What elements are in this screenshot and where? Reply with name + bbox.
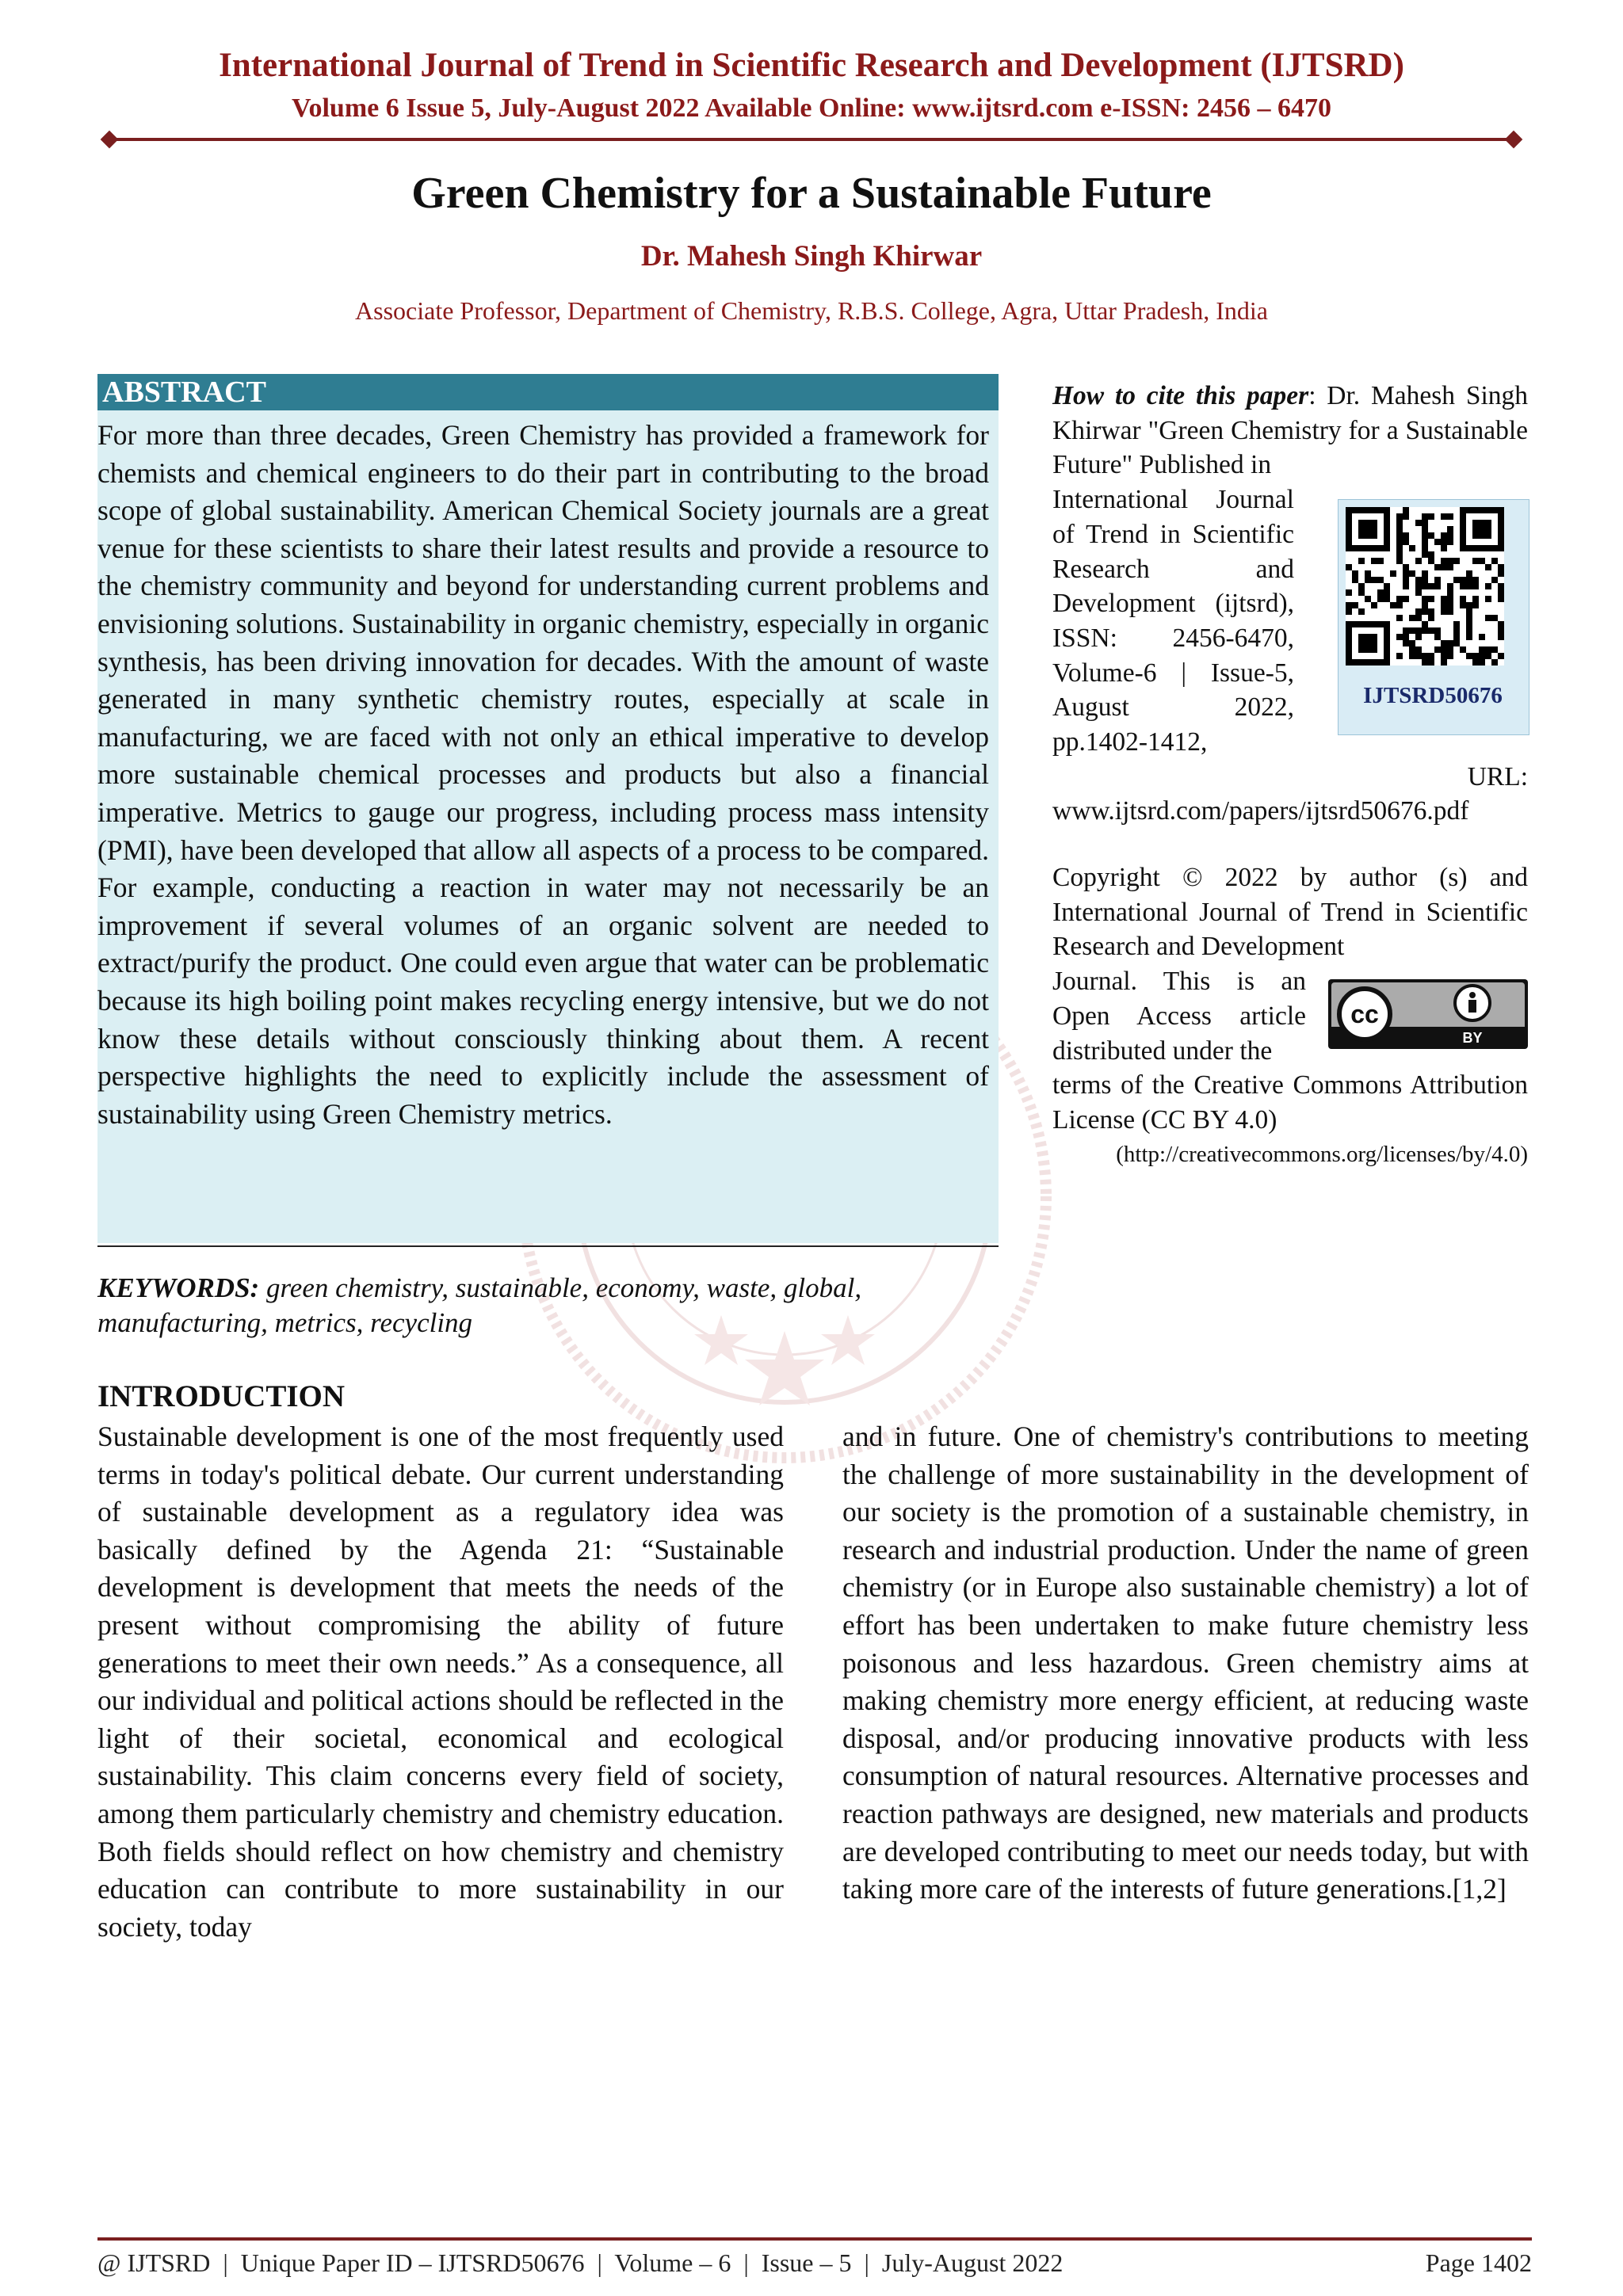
copyright-license: terms of the Creative Commons Attribution License (CC BY 4.0) [1052,1070,1528,1135]
keywords [97,1271,1001,1341]
qr-paper-id: IJTSRD50676 [1363,683,1503,708]
cc-logo-icon [1328,979,1528,1049]
citation-details: International Journal of Trend in Scientific Research and Development (ijtsrd), ISSN: 2456-6470, Volume-6 | Issue-5, August 2022, pp.1402-1412, [1052,485,1294,757]
cc-by-license-badge[interactable] [1328,979,1528,1049]
abstract-bottom-rule [97,1245,999,1247]
header-divider [109,138,1514,141]
introduction-column-2: and in future. One of chemistry's contributions to meeting the challenge of more sustainability in the development of our society is the promotion of a sustainable chemistry, in research and industrial production. Under the name of green chemistry (or in Europe also sustainable chemistry) a lot of effort has been undertaken to make future chemistry less poisonous and less hazardous. Green chemistry aims at making chemistry more energy efficient, at reducing waste disposal, and/or producing innovative products with less consumption of natural resources. Alternative processes and reaction pathways are designed, new materials and products are developed contributing to meet our needs today, but with taking more care of the interests of future generations.[1,2] [842,1421,1529,1905]
copyright-open-access: Journal. This is an Open Access article distributed under the [1052,967,1306,1066]
citation-lead: : Dr. Mahesh Singh Khirwar "Green Chemistry for a Sustainable Future" Published in [1052,381,1529,480]
abstract-text: For more than three decades, Green Chemistry has provided a framework for chemists and chemical engineers to do their part in contributing to the broad scope of global sustainability. American Chemical Society journals are a great venue for these scientists to share their latest results and provide a resource to the chemistry community and beyond for understanding current problems and envisioning solutions. Sustainability in organic chemistry, especially in organic synthesis, has been driving innovation for decades. With the amount of waste generated in many synthetic chemistry routes, especially at scale in manufacturing, we are faced with not only an ethical imperative to develop more sustainable chemical processes and products but also a financial imperative. Metrics to gauge our progress, including process mass intensity (PMI), have been developed that allow all aspects of a process to be compared. For example, conducting a reaction in water may not necessarily be an improvement if several volumes of an organic solvent are needed to extract/purify the product. One could even argue that water can be problematic because its high boiling point makes recycling energy intensive, but we do not know these details without consciously thinking about them. A recent perspective highlights the need to explicitly include the assessment of sustainability using Green Chemistry metrics. [97,419,989,1130]
citation-url[interactable]: www.ijtsrd.com/papers/ijtsrd50676.pdf [1052,796,1469,826]
citation-url-label: URL: [1467,761,1528,791]
introduction-heading: INTRODUCTION [97,1379,346,1413]
journal-volume-line: Volume 6 Issue 5, July-August 2022 Available Online: www.ijtsrd.com e-ISSN: 2456 – 6470 [292,93,1331,123]
abstract-heading: ABSTRACT [97,374,999,410]
qr-code-icon [1346,507,1504,666]
footer-rule [97,2237,1532,2241]
page-number: Page 1402 [1425,2248,1532,2277]
paper-title: Green Chemistry for a Sustainable Future [411,169,1212,218]
license-url[interactable]: (http://creativecommons.org/licenses/by/4.0) [1116,1141,1528,1167]
cc-by-text: BY [1462,1030,1483,1046]
journal-title: International Journal of Trend in Scientific Research and Development (IJTSRD) [219,47,1404,84]
copyright-lead: Copyright © 2022 by author (s) and International Journal of Trend in Scientific Research and Development [1052,863,1528,962]
citation-label: How to cite this paper [1052,381,1309,410]
paper-affiliation: Associate Professor, Department of Chemistry, R.B.S. College, Agra, Uttar Pradesh, India [355,296,1268,325]
footer [97,2248,1532,2278]
keywords-text: green chemistry, sustainable, economy, waste, global, manufacturing, metrics, recycling [97,1272,862,1338]
introduction-column-1: Sustainable development is one of the most frequently used terms in today's political debate. Our current understanding of sustainable development as a regulatory idea was basically defined by the Agenda 21: “Sustainable development is development that meets the needs of the present without compromising the ability of future generations to meet their own needs.” As a consequence, all our individual and political actions should be reflected in the light of their societal, economical and ecological sustainability. This claim concerns every field of society, among them particularly chemistry and chemistry education. Both fields should reflect on how chemistry and chemistry education can contribute to more sustainability in our society, today [97,1421,784,1943]
keywords-label: KEYWORDS: [97,1272,260,1303]
divider-left-diamond [101,131,119,149]
footer-info: @ IJTSRD | Unique Paper ID – IJTSRD50676 | Volume – 6 | Issue – 5 | July-August 2022 [97,2248,1064,2277]
divider-right-diamond [1505,131,1523,149]
svg-text:cc: cc [1350,1000,1379,1028]
paper-author: Dr. Mahesh Singh Khirwar [640,240,983,273]
